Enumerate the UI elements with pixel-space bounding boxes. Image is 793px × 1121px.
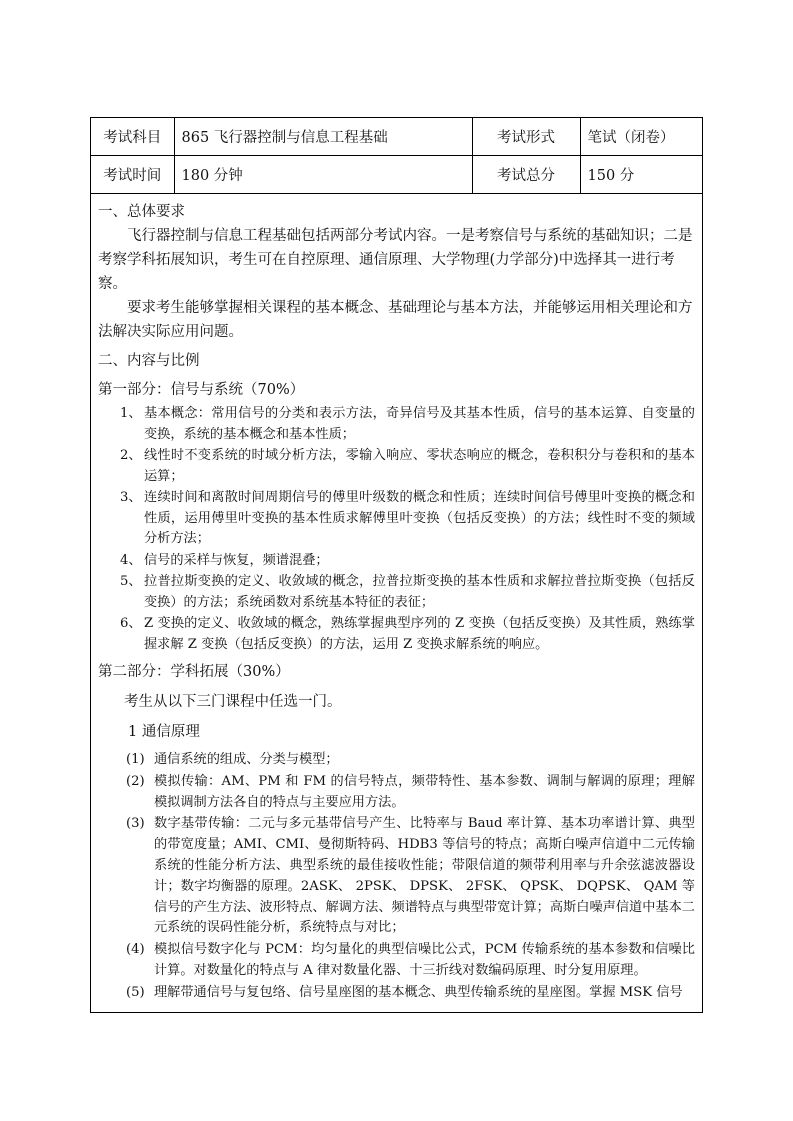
part1-list — [98, 404, 695, 655]
item-number: 5、 — [120, 574, 142, 589]
item-number: (5) — [126, 984, 145, 1000]
item-number: (1) — [126, 752, 145, 767]
list-item — [98, 750, 695, 771]
list-item — [98, 814, 695, 939]
general-paragraph-1: 飞行器控制与信息工程基础包括两部分考试内容。一是考察信号与系统的基础知识；二是考察学科拓展知识，考生可在自控原理、通信原理、大学物理(力学部分)中选择其一进行考察。 — [98, 228, 693, 292]
item-text: 基本概念：常用信号的分类和表示方法，奇异信号及其基本性质，信号的基本运算、自变量的变换，系统的基本概念和基本性质； — [144, 406, 695, 442]
item-text: 模拟信号数字化与 PCM：均匀量化的典型信噪比公式，PCM 传输系统的基本参数和信噪比计算。对数量化的特点与 A 律对数量化器、十三折线对数编码原理、时分复用原理。 — [154, 942, 695, 978]
part2-heading: 第二部分：学科拓展（30%） — [98, 664, 290, 680]
list-item — [98, 940, 695, 982]
syllabus-content — [91, 194, 702, 1004]
item-number: (2) — [126, 773, 145, 789]
item-text: 信号的采样与恢复，频谱混叠； — [144, 552, 329, 568]
exam-info-row — [91, 118, 703, 156]
general-paragraph-2: 要求考生能够掌握相关课程的基本概念、基础理论与基本方法，并能够运用相关理论和方法解决实际应用问题。 — [98, 300, 693, 340]
part1-heading: 第一部分：信号与系统（70%） — [98, 382, 305, 398]
time-value: 180 分钟 — [174, 156, 472, 194]
item-text: 理解带通信号与复包络、信号星座图的基本概念、典型传输系统的星座图。掌握 MSK 信号 — [154, 984, 683, 1000]
item-text: Z 变换的定义、收敛域的概念，熟练掌握典型序列的 Z 变换（包括反变换）及其性质，熟练掌握求解 Z 变换（包括反变换）的方法，运用 Z 变换求解系统的响应。 — [144, 616, 695, 652]
list-item — [98, 488, 695, 550]
score-label: 考试总分 — [472, 156, 580, 194]
item-number: (4) — [126, 942, 145, 958]
item-number: (3) — [126, 816, 145, 832]
item-number: 4、 — [120, 552, 142, 568]
format-value: 笔试（闭卷） — [580, 118, 703, 156]
content-ratio-heading: 二、内容与比例 — [98, 353, 200, 369]
list-item — [98, 983, 695, 1004]
exam-info-row — [91, 156, 703, 194]
format-label: 考试形式 — [472, 118, 580, 156]
list-item — [98, 614, 695, 655]
subject-label: 考试科目 — [91, 118, 174, 156]
score-value: 150 分 — [580, 156, 703, 194]
item-number: 1、 — [120, 406, 142, 421]
course1-list — [98, 750, 695, 1004]
item-text: 通信系统的组成、分类与模型； — [154, 752, 339, 767]
item-number: 6、 — [120, 616, 142, 631]
item-text: 模拟传输：AM、PM 和 FM 的信号特点，频带特性、基本参数、调制与解调的原理；理解模拟调制方法各自的特点与主要应用方法。 — [154, 773, 695, 810]
item-text: 拉普拉斯变换的定义、收敛域的概念，拉普拉斯变换的基本性质和求解拉普拉斯变换（包括反变换）的方法；系统函数对系统基本特征的表征； — [144, 574, 695, 610]
list-item — [98, 572, 695, 613]
general-requirements-heading: 一、总体要求 — [98, 204, 185, 220]
list-item — [98, 404, 695, 445]
list-item — [98, 772, 695, 814]
time-label: 考试时间 — [91, 156, 174, 194]
exam-info-table — [91, 118, 703, 194]
item-number: 2、 — [120, 448, 142, 463]
item-text: 线性时不变系统的时域分析方法，零输入响应、零状态响应的概念，卷积积分与卷积和的基本运算； — [144, 448, 695, 484]
course1-heading: 1 通信原理 — [128, 724, 200, 740]
part2-intro: 考生从以下三门课程中任选一门。 — [124, 694, 342, 710]
exam-syllabus-page — [90, 117, 703, 1013]
item-text: 数字基带传输：二元与多元基带信号产生、比特率与 Baud 率计算、基本功率谱计算、典型的带宽度量；AMI、CMI、曼彻斯特码、HDB3 等信号的特点；高斯白噪声信道中二元传输系统的性能分析方法、典型系统的最佳接收性能；带限信道的频带利用率与升余弦滤波器设计；数字均衡器的原理。2ASK、 2PSK、 DPSK、 2FSK、 QPSK、 DQPSK、 QAM 等信号的产生方法、波形特点、解调方法、频谱特点与典型带宽计算；高斯白噪声信道中基本二元系统的误码性能分析，系统特点与对比； — [154, 816, 695, 936]
list-item — [98, 551, 695, 572]
item-text: 连续时间和离散时间周期信号的傅里叶级数的概念和性质；连续时间信号傅里叶变换的概念和性质，运用傅里叶变换的基本性质求解傅里叶变换（包括反变换）的方法；线性时不变的频域分析方法； — [144, 490, 695, 546]
subject-value: 865 飞行器控制与信息工程基础 — [174, 118, 472, 156]
item-number: 3、 — [120, 490, 142, 505]
list-item — [98, 446, 695, 487]
